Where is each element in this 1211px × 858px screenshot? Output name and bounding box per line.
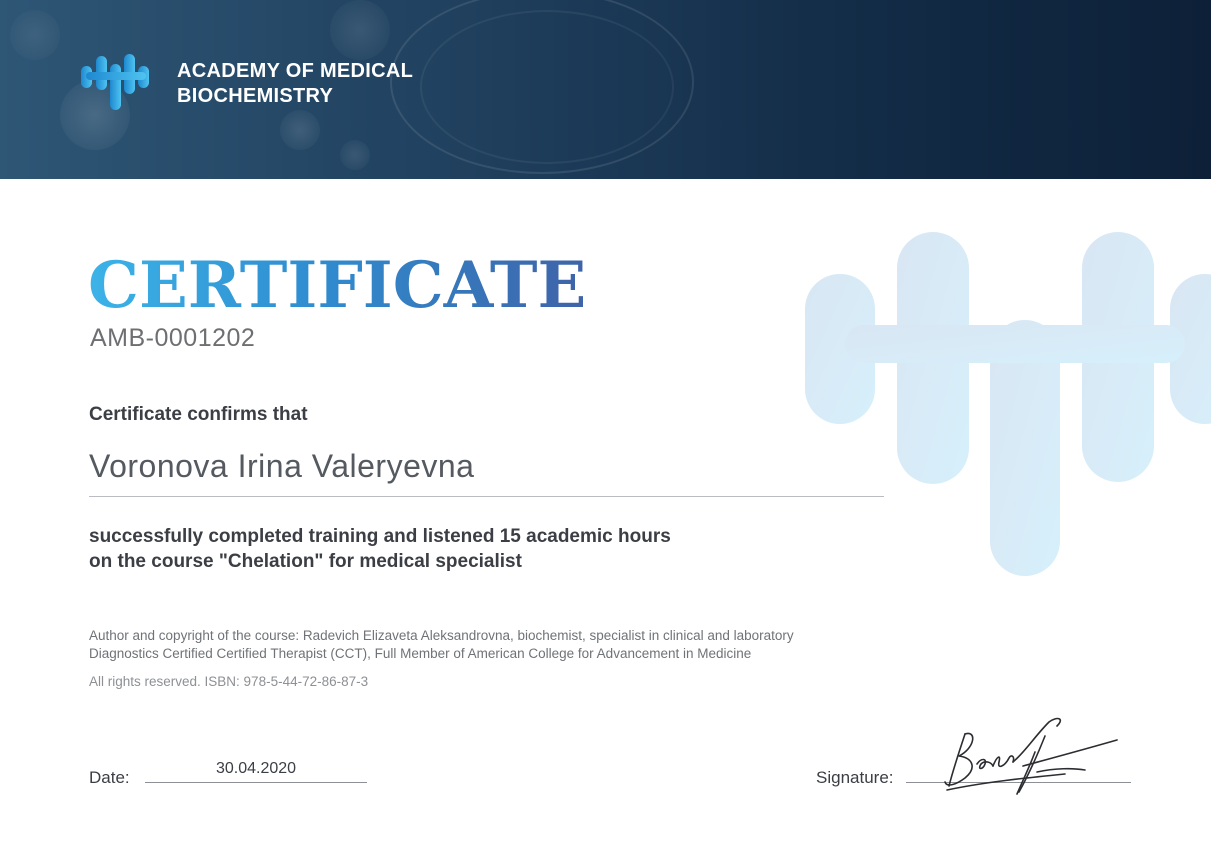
droplet-decoration <box>330 0 390 60</box>
organization-name-line1: ACADEMY OF MEDICAL <box>177 60 414 82</box>
date-underline <box>145 782 367 783</box>
waveform-logo-icon <box>80 52 152 110</box>
droplet-decoration <box>10 10 60 60</box>
confirmation-text: Certificate confirms that <box>89 404 308 425</box>
waveform-watermark <box>805 230 1211 580</box>
completion-statement <box>89 524 671 574</box>
completion-line1: successfully completed training and listened 15 academic hours <box>89 526 671 547</box>
recipient-name: Voronova Irina Valeryevna <box>89 448 475 484</box>
date-value: 30.04.2020 <box>215 760 297 777</box>
organization-name <box>177 59 413 109</box>
signature-label: Signature: <box>816 768 894 787</box>
certificate-header <box>0 0 1211 179</box>
name-underline <box>89 496 884 497</box>
completion-line2: on the course "Chelation" for medical specialist <box>89 551 522 572</box>
droplet-decoration <box>280 110 320 150</box>
date-label: Date: <box>89 768 130 787</box>
author-line2: Diagnostics Certified Certified Therapist (CCT), Full Member of American College for Advancement in Medicine <box>89 646 752 661</box>
rights-isbn: All rights reserved. ISBN: 978-5-44-72-86-87-3 <box>89 674 369 689</box>
certificate-number: AMB-0001202 <box>90 324 256 352</box>
author-line1: Author and copyright of the course: Radevich Elizaveta Aleksandrovna, biochemist, specialist in clinical and laboratory <box>89 628 794 643</box>
certificate-title: CERTIFICATE <box>88 248 587 323</box>
petri-dish-decoration <box>420 10 674 164</box>
droplet-decoration <box>340 140 370 170</box>
handwritten-signature <box>925 712 1125 802</box>
organization-name-line2: BIOCHEMISTRY <box>177 85 334 107</box>
author-copyright <box>89 627 794 663</box>
